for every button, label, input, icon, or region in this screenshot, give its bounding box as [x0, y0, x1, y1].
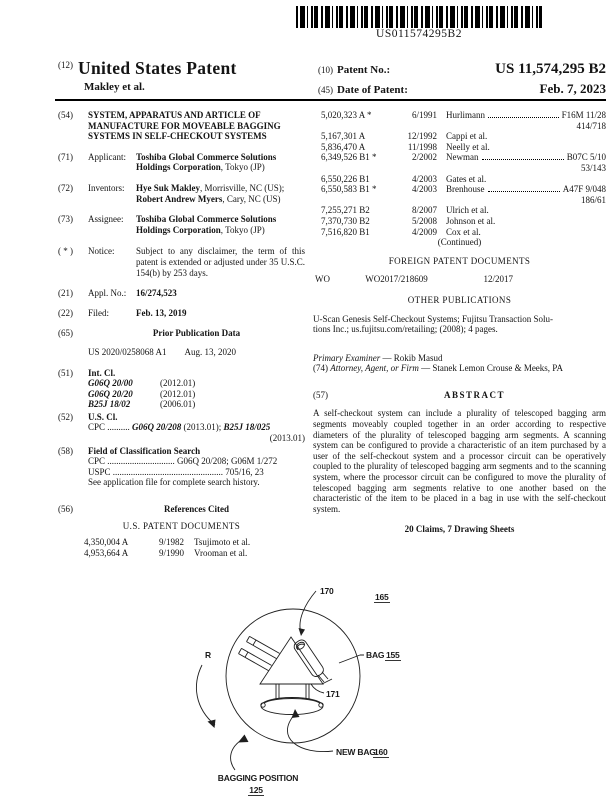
- ref-name: Tsujimoto et al.: [194, 537, 251, 548]
- ref-number: 4,953,664 A: [84, 547, 129, 558]
- prior-publication-row: [58, 347, 305, 358]
- class-code: G06Q 20/20: [88, 388, 133, 399]
- ref-class: A47F 9/048: [562, 184, 606, 195]
- document-type-title: United States Patent: [78, 58, 237, 78]
- figure-label-bag: BAG: [366, 650, 385, 660]
- ref-name: Neelly et al.: [446, 141, 490, 152]
- class-version: (2012.01): [160, 378, 196, 389]
- assignee-label: Assignee:: [88, 214, 124, 225]
- ref-number: 7,370,730 B2: [321, 215, 370, 226]
- attorney-label: Attorney, Agent, or Firm: [330, 363, 419, 374]
- int-cl-block: [88, 368, 305, 410]
- section-72-inventors: [58, 183, 305, 204]
- class-code: B25J 18/02: [88, 399, 131, 410]
- abstract-heading: ABSTRACT: [443, 389, 505, 400]
- ref-date: 6/1991: [411, 110, 437, 120]
- figure-label-bagging-position: BAGGING POSITION: [217, 773, 299, 783]
- field-code-54: (54): [58, 110, 73, 120]
- figure-label-r: R: [205, 650, 211, 660]
- leader-dots: [488, 191, 560, 192]
- field-code-58: (58): [58, 445, 73, 456]
- other-publication-line: U-Scan Genesis Self-Checkout Systems; Fujitsu Transaction Solu-: [313, 313, 553, 324]
- leader-125: [231, 739, 243, 770]
- figure-label-125: 125: [249, 785, 263, 795]
- us-patent-docs-heading: U.S. PATENT DOCUMENTS: [122, 520, 241, 531]
- cpc-line: [88, 422, 305, 433]
- applicant-location: , Tokyo (JP): [220, 162, 265, 173]
- inventor-short-line: Makley et al.: [84, 81, 145, 93]
- date-of-patent-label: Date of Patent:: [337, 84, 408, 96]
- other-publication-line: tions Inc.; us.fujitsu.com/retailing; (2008); 4 pages.: [313, 324, 498, 335]
- ref-name: Vrooman et al.: [194, 547, 248, 558]
- class-code: G06Q 20/00: [88, 378, 133, 389]
- section-52-us-cl: [58, 412, 305, 444]
- ref-date: 12/1992: [407, 131, 437, 142]
- leader-dots: ..........: [107, 422, 130, 433]
- attorney-name: Stanek Lemon Crouse & Meeks, PA: [432, 363, 563, 374]
- header-divider: [55, 99, 606, 101]
- notice-label: Notice:: [88, 246, 115, 257]
- ref-name: Cox et al.: [446, 226, 481, 237]
- reference-row: [313, 205, 606, 216]
- field-code-51: (51): [58, 367, 73, 378]
- inventor-2-location: , Cary, NC (US): [222, 193, 281, 204]
- assignee-name: Toshiba Global Commerce Solutions Holdings Corporation: [136, 214, 277, 235]
- ref-date: 5/2008: [411, 215, 437, 226]
- us-cl-block: [88, 412, 305, 444]
- reference-row: [58, 548, 305, 559]
- ref-name: Johnson et al.: [446, 215, 496, 226]
- ref-class: F16M 11/28: [561, 110, 606, 120]
- references-heading: References Cited: [163, 504, 230, 515]
- ref-name: Ulrich et al.: [446, 205, 489, 216]
- right-column: [313, 110, 606, 535]
- section-65-prior-publication: [58, 328, 305, 339]
- class-version: (2012.01): [160, 388, 196, 399]
- reference-row: [313, 216, 606, 227]
- reference-row: [313, 131, 606, 142]
- field-code-45: (45): [318, 85, 333, 95]
- search-cpc-line: CPC .............................. G06Q 20/208; G06M 1/272: [88, 456, 278, 467]
- ref-name: Brenhouse: [446, 184, 485, 195]
- int-cl-entry: [88, 399, 305, 410]
- reference-row: [313, 142, 606, 153]
- abstract-heading-row: [313, 390, 606, 401]
- ref-class-continuation: 414/718: [576, 120, 606, 131]
- applicant-label: Applicant:: [88, 151, 126, 162]
- applicant-name: Toshiba Global Commerce Solutions Holdings Corporation: [136, 151, 277, 173]
- figure-label-165: 165: [375, 592, 389, 602]
- ref-number: 4,350,004 A: [84, 537, 129, 548]
- patent-drawing-figure: [148, 578, 482, 799]
- ref-date: 4/2009: [411, 226, 437, 237]
- publication-date: Aug. 13, 2020: [184, 346, 237, 357]
- arrowhead-125: [238, 735, 249, 743]
- barcode: [296, 6, 542, 28]
- patent-no-value: US 11,574,295 B2: [495, 61, 606, 77]
- claims-drawing-line: 20 Claims, 7 Drawing Sheets: [404, 524, 515, 535]
- ref-name: Newman: [446, 152, 479, 163]
- field-code-52: (52): [58, 411, 73, 422]
- ref-class-continuation: 186/61: [580, 194, 606, 205]
- search-uspc-line: USPC ................................................. 705/16, 23: [88, 466, 264, 477]
- leader-171: [311, 684, 324, 693]
- kind-code-12: (12): [58, 60, 73, 70]
- section-21-appl-no: [58, 288, 305, 299]
- abstract-text: A self-checkout system can include a plurality of telescoped bagging arm segments moveably coupled together in an order according to respective diameters of the plurality of telescoped bagging arm segments. A scanning system can be configured to provide a characteristic of an item purchased by a user of the self-checkout system and a processor circuit can be operatively coupled to the plurality of telescoped bagging arm segments and to the scanning system, where the processor circuit can be configured to move the plurality of telescoped bagging arm segments relative to one another based on the characteristic of the item to be placed in a bag in use with the self-checkout system.: [313, 408, 606, 514]
- patent-number-row: [318, 61, 606, 78]
- foreign-date: 12/2017: [483, 274, 514, 285]
- field-code-10: (10): [318, 65, 333, 75]
- ref-number: 6,550,583 B1 *: [321, 184, 377, 195]
- continued-note: (Continued): [437, 237, 482, 248]
- field-code-56: (56): [58, 504, 73, 515]
- field-code-74: (74): [313, 363, 328, 374]
- ref-date: 2/2002: [411, 152, 437, 163]
- ref-number: 5,836,470 A: [321, 141, 366, 152]
- leader-155: [339, 655, 364, 663]
- figure-label-160: 160: [374, 747, 388, 757]
- ref-date: 11/1998: [407, 141, 437, 152]
- section-73-assignee: [58, 214, 305, 235]
- header-left: [58, 58, 308, 93]
- section-54-title: [58, 110, 305, 142]
- telescoping-arms: [239, 636, 280, 670]
- rotation-arrow: [196, 665, 215, 728]
- field-code-71: (71): [58, 151, 73, 162]
- search-note: See application file for complete search history.: [88, 477, 260, 488]
- foreign-number: WO2017/218609: [365, 274, 428, 285]
- examiner-name: Rokib Masud: [393, 352, 443, 363]
- cpc-mid: (2013.01);: [181, 422, 224, 433]
- date-of-patent-value: Feb. 7, 2023: [539, 81, 606, 96]
- ref-date: 4/2003: [411, 184, 437, 195]
- notice-text: Subject to any disclaimer, the term of this patent is extended or adjusted under 35 U.S.C. 154(b) by 253 days.: [136, 246, 305, 278]
- field-of-search-heading: Field of Classification Search: [88, 445, 201, 456]
- header-right: [318, 61, 606, 100]
- invention-title: SYSTEM, APPARATUS AND ARTICLE OF MANUFACTURE FOR MOVEABLE BAGGING SYSTEMS IN SELF-CHECKOUT SYSTEMS: [88, 110, 281, 142]
- ref-number: 7,255,271 B2: [321, 205, 370, 216]
- field-code-65: (65): [58, 328, 73, 339]
- ref-name: Cappi et al.: [446, 131, 488, 142]
- filed-value: Feb. 13, 2019: [136, 307, 187, 318]
- arrowhead-160: [292, 709, 300, 718]
- reference-row: [313, 152, 606, 163]
- field-of-search-block: [88, 446, 305, 488]
- ref-number: 5,020,323 A *: [321, 110, 372, 120]
- patent-no-label: Patent No.:: [337, 64, 391, 76]
- reference-row: [58, 537, 305, 548]
- inventors-value: [136, 183, 305, 204]
- applicant-value: [136, 152, 305, 173]
- ref-name: Gates et al.: [446, 173, 487, 184]
- field-code-star: ( * ): [58, 246, 73, 257]
- ref-date: 9/1990: [158, 547, 184, 558]
- triangle-hub: [260, 637, 323, 684]
- section-22-filed: [58, 308, 305, 319]
- field-code-57: (57): [313, 389, 328, 400]
- appl-no-label: Appl. No.:: [88, 288, 127, 299]
- reference-row: [313, 184, 606, 195]
- inventor-2-name: Robert Andrew Myers: [136, 193, 223, 204]
- attorney-dash: —: [418, 363, 433, 374]
- other-publications-heading: OTHER PUBLICATIONS: [407, 294, 512, 305]
- patent-date-row: [318, 81, 606, 97]
- field-code-72: (72): [58, 182, 73, 193]
- field-code-21: (21): [58, 288, 73, 299]
- leader-dots: [488, 117, 559, 118]
- ref-date: 4/2003: [411, 173, 437, 184]
- section-notice: [58, 246, 305, 278]
- barcode-text: US011574295B2: [376, 28, 462, 40]
- inventors-label: Inventors:: [88, 182, 125, 193]
- inventor-1-name: Hye Suk Makley: [136, 182, 201, 193]
- attorney-line: [313, 363, 606, 374]
- leader-160: [287, 714, 333, 752]
- section-71-applicant: [58, 152, 305, 173]
- figure-label-155: 155: [386, 650, 400, 660]
- ref-number: 5,167,301 A: [321, 131, 366, 142]
- carousel-circle: [226, 609, 360, 743]
- reference-row: [313, 110, 606, 121]
- primary-examiner-line: [313, 353, 606, 364]
- cpc-continuation: (2013.01): [269, 433, 305, 444]
- ref-number: 6,550,226 B1: [321, 173, 370, 184]
- leader-dots: [482, 159, 564, 160]
- figure-label-171: 171: [326, 689, 340, 699]
- inventor-1-location: , Morrisville, NC (US);: [200, 182, 285, 193]
- bag-on-arm: [292, 638, 332, 684]
- section-56-references: [58, 504, 305, 515]
- foreign-country: WO: [315, 274, 330, 285]
- field-code-73: (73): [58, 214, 73, 225]
- ref-number: 6,349,526 B1 *: [321, 152, 377, 163]
- publication-number: US 2020/0258068 A1: [88, 346, 167, 357]
- examiner-dash: —: [380, 352, 394, 363]
- reference-row: [313, 174, 606, 185]
- prior-publication-block: [88, 328, 305, 339]
- ref-number: 7,516,820 B1: [321, 226, 370, 237]
- figure-label-new-bag: NEW BAG: [336, 747, 376, 757]
- filed-label: Filed:: [88, 307, 110, 318]
- ref-name: Hurlimann: [446, 110, 485, 120]
- ref-date: 9/1982: [158, 537, 184, 548]
- class-version: (2006.01): [160, 399, 196, 410]
- appl-no-value: 16/274,523: [136, 288, 177, 299]
- us-cl-heading: U.S. Cl.: [88, 411, 118, 422]
- assignee-value: [136, 214, 305, 235]
- new-bag-assembly: [261, 684, 323, 715]
- int-cl-heading: Int. Cl.: [88, 367, 116, 378]
- int-cl-entry: [88, 378, 305, 389]
- assignee-location: , Tokyo (JP): [220, 224, 265, 235]
- cpc-label: CPC: [88, 422, 106, 433]
- foreign-patents-heading: FOREIGN PATENT DOCUMENTS: [388, 255, 531, 266]
- prior-publication-heading: Prior Publication Data: [152, 328, 241, 339]
- reference-row: [313, 227, 606, 238]
- left-column: [58, 110, 305, 558]
- figure-label-170: 170: [320, 586, 334, 596]
- int-cl-entry: [88, 389, 305, 400]
- section-58-field-of-search: [58, 446, 305, 488]
- section-51-int-cl: [58, 368, 305, 410]
- examiner-label: Primary Examiner: [313, 352, 381, 363]
- ref-class: B07C 5/10: [566, 152, 606, 163]
- cpc-code-2: B25J 18/025: [223, 422, 271, 433]
- field-code-22: (22): [58, 307, 73, 318]
- ref-class-continuation: 53/143: [580, 162, 606, 173]
- ref-date: 8/2007: [411, 205, 437, 216]
- foreign-patent-row: [313, 274, 606, 285]
- cpc-code-1: G06Q 20/208: [132, 422, 182, 433]
- arrowhead-170: [299, 628, 306, 636]
